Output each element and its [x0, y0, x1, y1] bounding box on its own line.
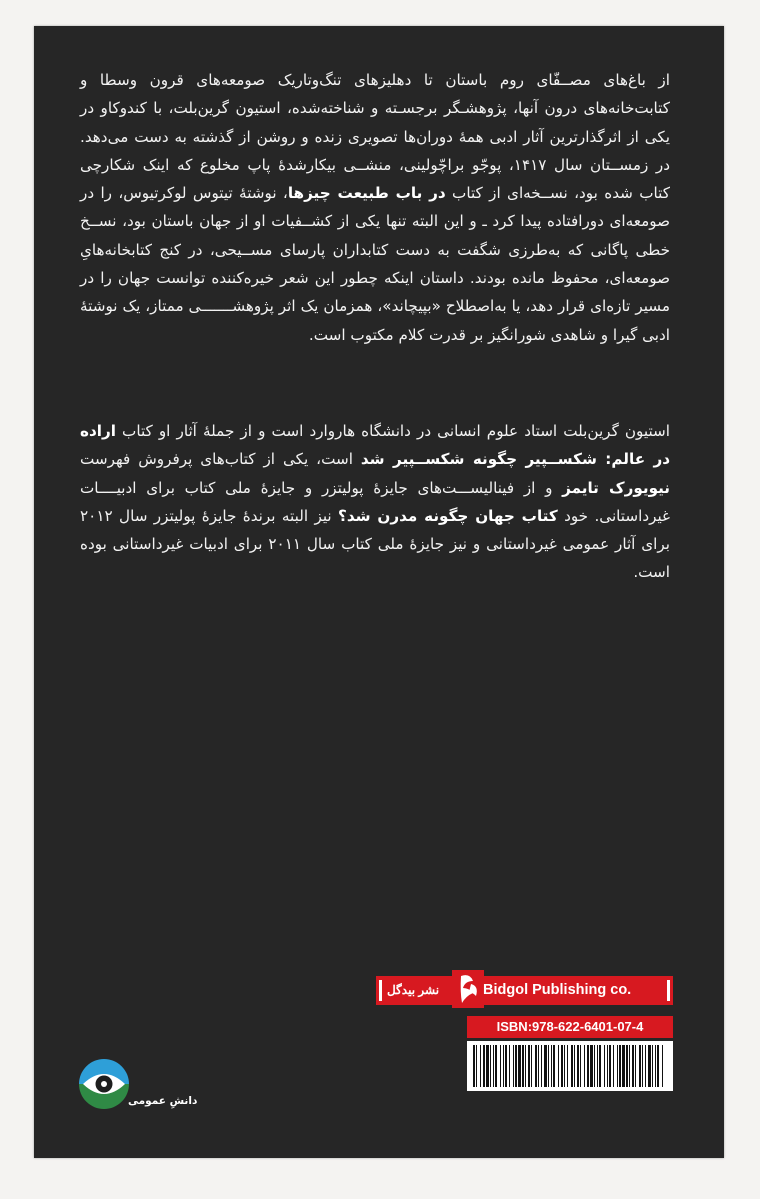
divider — [667, 980, 670, 1001]
logo-label: دانشِ عمومی — [128, 1095, 198, 1107]
author-bio-paragraph: استیون گرین‌بلت استاد علوم انسانی در دانشگاه هاروارد است و از جملهٔ آثار او کتاب اراده در عالم: شکســپیر چگونه شکســپیر شد است، یکی از کتاب‌های پرفروش فهرست نیویورک تایمز و از فینالیســـت‌های جایزهٔ پولیتزر و جایزهٔ ملی کتاب برای ادبیــــات غیرداستانی. خود کتاب جهان چگونه مدرن شد؟ نیز البته برندهٔ جایزهٔ پولیتزر سال ۲۰۱۲ برای آثار عمومی غیرداستانی و نیز جایزهٔ ملی کتاب سال ۲۰۱۱ برای ادبیات غیرداستانی بوده است. — [80, 422, 671, 582]
publisher-logo-icon — [452, 970, 484, 1008]
publisher-box — [386, 976, 673, 1005]
eye-icon — [79, 1034, 129, 1134]
isbn-label: ISBN:978-622-6401-07-4 — [467, 1016, 673, 1038]
publisher-name-fa: نشر بیدگل — [386, 983, 440, 997]
publisher-name-en: Bidgol Publishing co. — [483, 982, 632, 998]
blurb-paragraph: از باغ‌های مصــفّای روم باستان تا دهلیزهای تنگ‌وتاریک صومعه‌های قرون وسطا و کتابت‌خانه‌های درون آنها، پژوهشـگر برجسـته و شناخته‌شده، استیون گرین‌بلت، با کندوکاو در یکی از اثرگذارترین آثار ادبی همهٔ دوران‌ها تصویری زنده و روشن از گذشته به دست می‌دهد. در زمســتان سال ۱۴۱۷، پوجّو براچّولینی، منشــی بیکارشدهٔ پاپ مخلوع که اینک شکارچی کتاب شده بود، نســخه‌ای از کتاب در باب طبیعت چیزها، نوشتهٔ تیتوس لوکرتیوس، را در صومعه‌ای دورافتاده پیدا کرد ـ و این البته تنها یکی از کشــفیات او از جهان باستان بود، نســخ خطی پاگانی که به‌طرزی شگفت به دست کتابداران پارسای مســیحی، در کنج کتابخانه‌هایِ صومعه‌ای، محفوظ مانده بودند. داستان اینکه چطور این شعر خیره‌کننده توانست جهان را در مسیر تازه‌ای قرار دهد، یا به‌اصطلاح «بپیچاند»، همزمان یک اثر پژوهشـــــــی ممتاز، یک نوشتهٔ ادبی گیرا و شاهدی شورانگیز بر قدرت کلام مکتوب است. — [80, 71, 670, 344]
barcode — [467, 1041, 673, 1091]
